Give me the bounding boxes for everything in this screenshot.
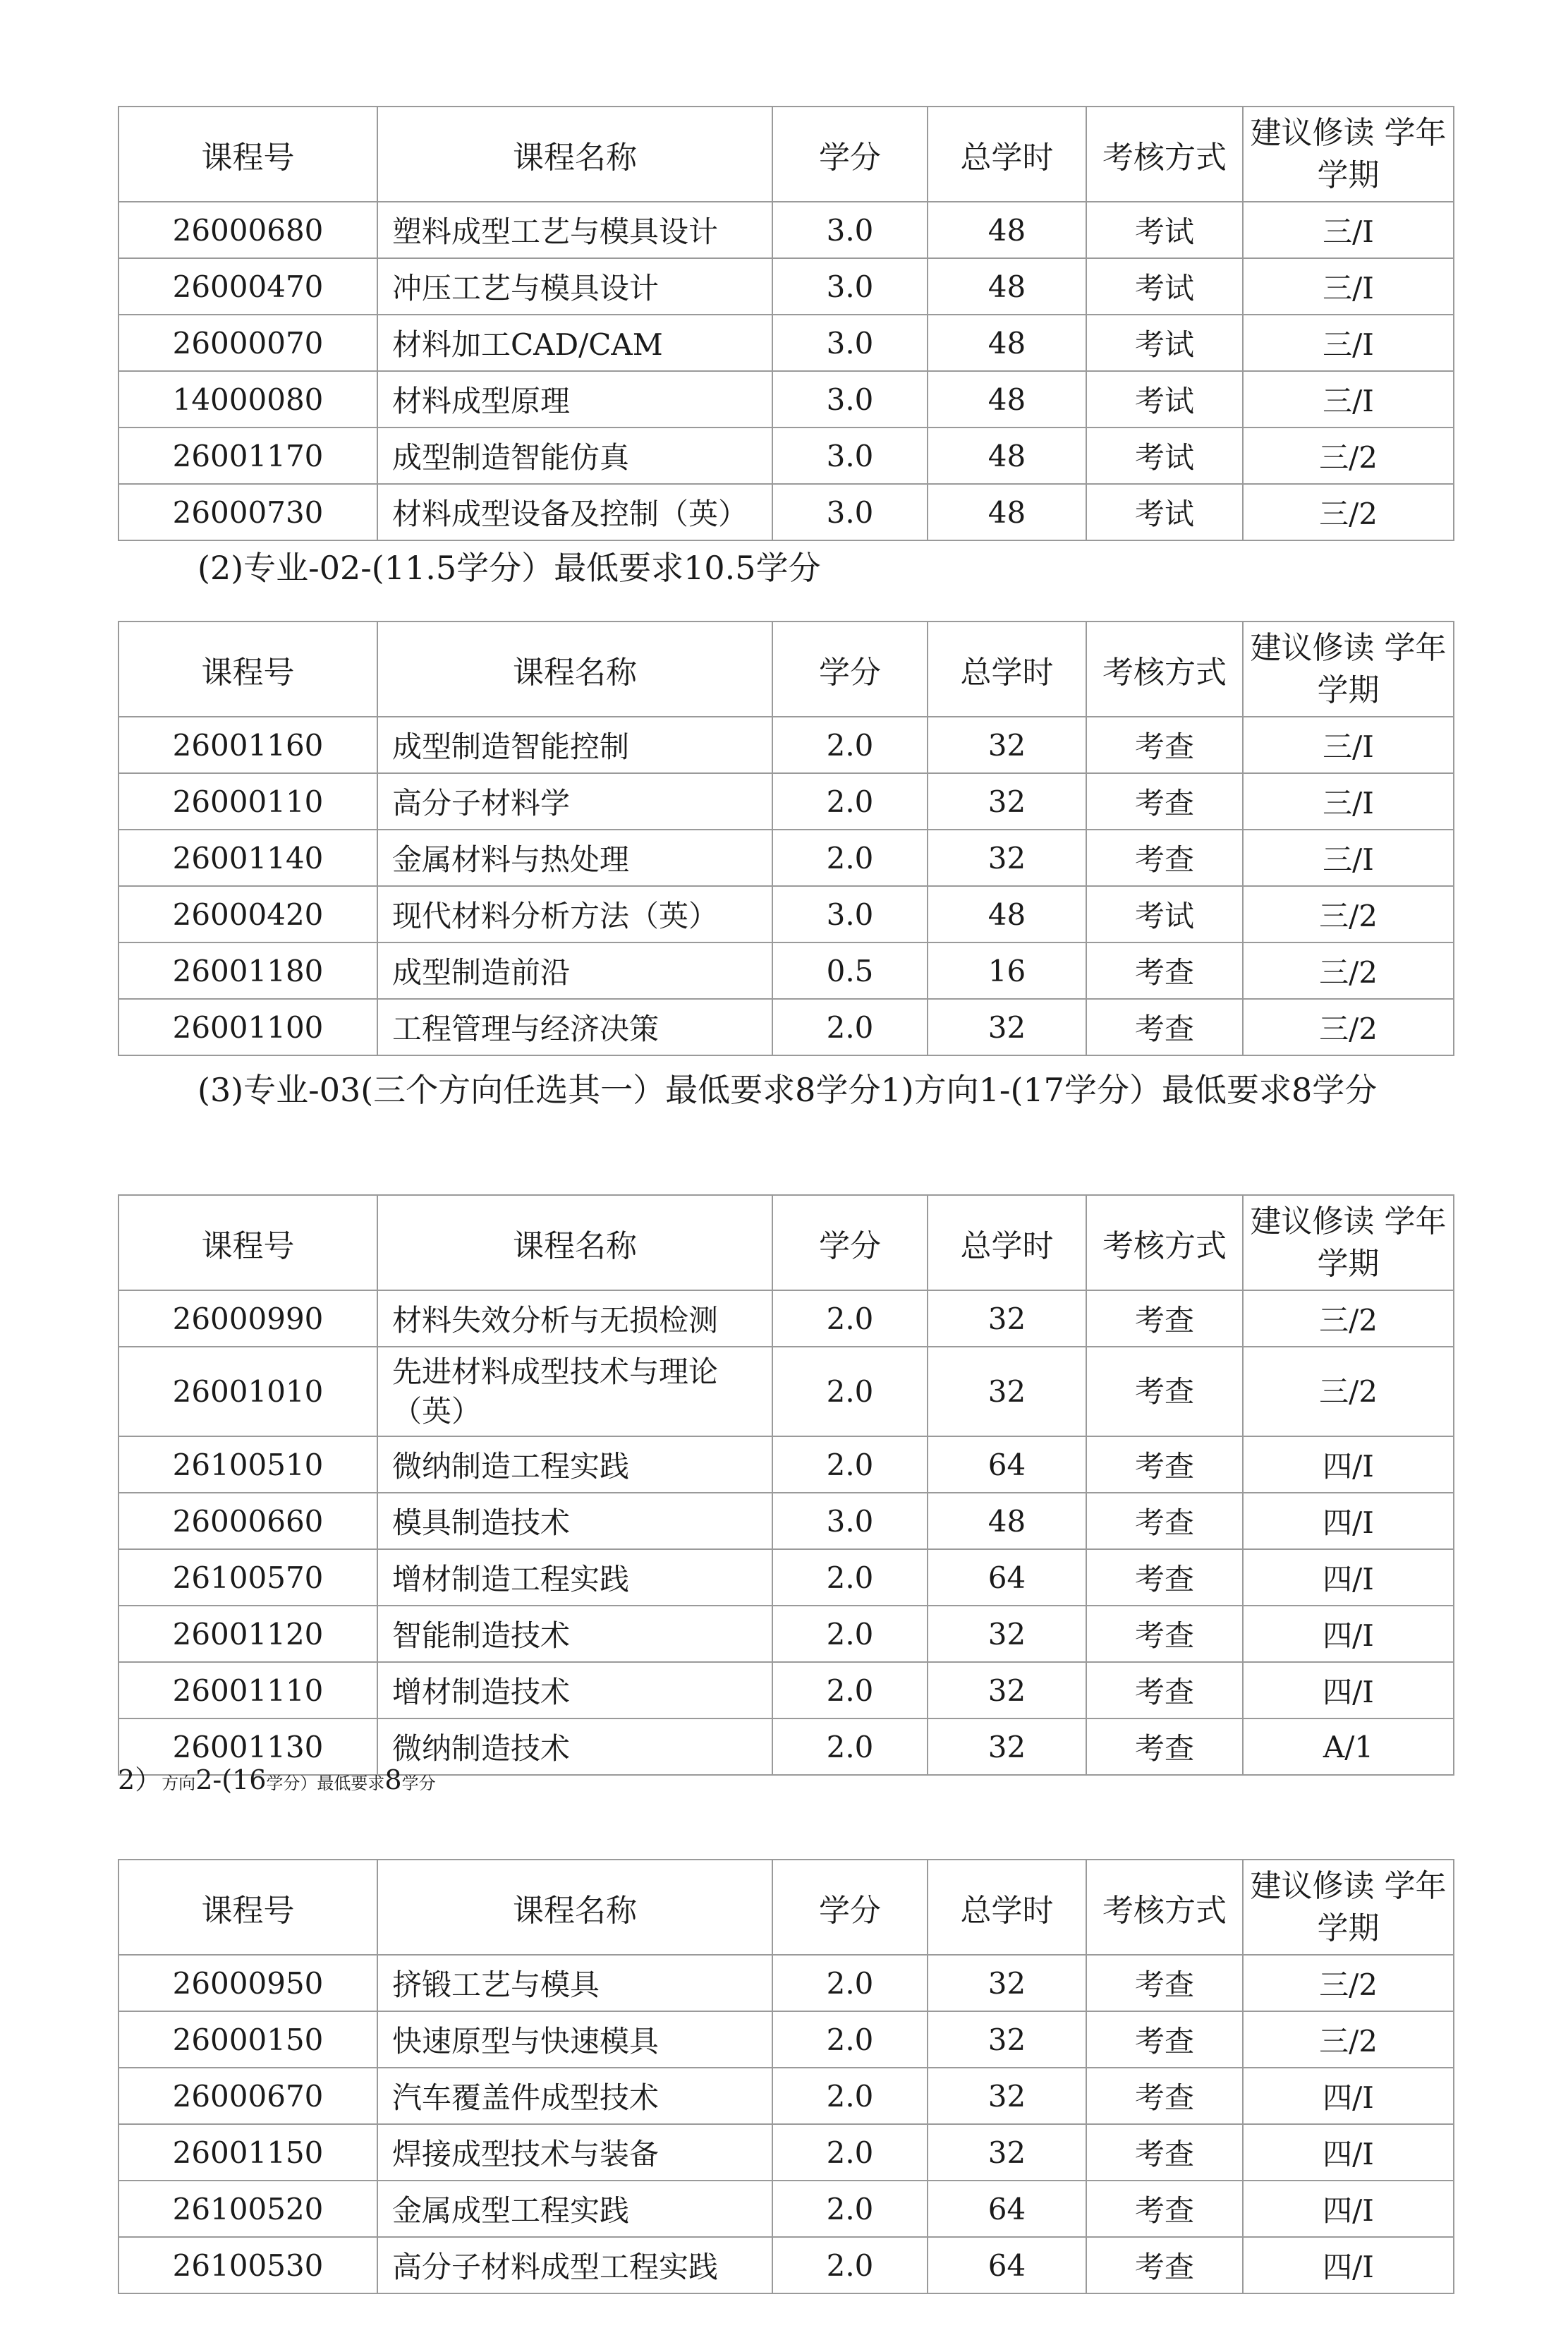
cell-credit: 2.0 — [772, 1290, 928, 1347]
table-row — [118, 1606, 1454, 1662]
table-row — [118, 202, 1454, 258]
cell-credit: 2.0 — [772, 2011, 928, 2068]
cell-term: 四/I — [1243, 1436, 1454, 1493]
cell-course-name: 工程管理与经济决策 — [377, 999, 772, 1055]
cell-course-name: 高分子材料学 — [377, 773, 772, 830]
table-row — [118, 2068, 1454, 2124]
cell-course-no: 26000950 — [118, 1955, 377, 2011]
cell-course-name: 汽车覆盖件成型技术 — [377, 2068, 772, 2124]
cell-course-no: 26000730 — [118, 484, 377, 540]
cell-exam-type: 考查 — [1086, 2011, 1243, 2068]
cell-exam-type: 考试 — [1086, 428, 1243, 484]
cell-credit: 2.0 — [772, 2068, 928, 2124]
cell-term: 四/I — [1243, 2237, 1454, 2293]
cell-credit: 2.0 — [772, 2237, 928, 2293]
note4-part6: 学分 — [401, 1774, 436, 1793]
cell-exam-type: 考查 — [1086, 717, 1243, 773]
table-header-row — [118, 622, 1454, 717]
cell-exam-type: 考查 — [1086, 1606, 1243, 1662]
cell-course-no: 26001140 — [118, 830, 377, 886]
cell-credit: 3.0 — [772, 484, 928, 540]
table-row — [118, 886, 1454, 942]
cell-credit: 3.0 — [772, 428, 928, 484]
table-row — [118, 942, 1454, 999]
cell-course-no: 26000660 — [118, 1493, 377, 1549]
table-row — [118, 1436, 1454, 1493]
header-exam-type: 考核方式 — [1086, 1195, 1243, 1290]
cell-exam-type: 考查 — [1086, 2124, 1243, 2181]
header-exam-type: 考核方式 — [1086, 107, 1243, 202]
cell-exam-type: 考试 — [1086, 484, 1243, 540]
header-credit: 学分 — [772, 107, 928, 202]
table-row — [118, 999, 1454, 1055]
cell-course-no: 14000080 — [118, 371, 377, 428]
header-course-name: 课程名称 — [377, 1195, 772, 1290]
table-header-row — [118, 1195, 1454, 1290]
course-table-2 — [118, 621, 1454, 1056]
cell-course-no: 26001150 — [118, 2124, 377, 2181]
cell-course-no: 26000680 — [118, 202, 377, 258]
cell-exam-type: 考查 — [1086, 1347, 1243, 1436]
cell-hours: 64 — [928, 2237, 1086, 2293]
table-header-row — [118, 107, 1454, 202]
cell-credit: 2.0 — [772, 717, 928, 773]
cell-hours: 32 — [928, 2011, 1086, 2068]
cell-exam-type: 考试 — [1086, 315, 1243, 371]
cell-course-name: 成型制造前沿 — [377, 942, 772, 999]
cell-term: 三/2 — [1243, 1955, 1454, 2011]
table-row — [118, 2124, 1454, 2181]
table-row — [118, 717, 1454, 773]
cell-course-no: 26000990 — [118, 1290, 377, 1347]
header-credit: 学分 — [772, 622, 928, 717]
header-course-name: 课程名称 — [377, 1860, 772, 1955]
cell-course-no: 26100530 — [118, 2237, 377, 2293]
cell-course-name: 增材制造工程实践 — [377, 1549, 772, 1606]
cell-hours: 32 — [928, 1955, 1086, 2011]
table-row — [118, 2181, 1454, 2237]
cell-course-name: 智能制造技术 — [377, 1606, 772, 1662]
section-note-4 — [118, 1758, 436, 1797]
cell-hours: 32 — [928, 1606, 1086, 1662]
cell-term: 三/I — [1243, 717, 1454, 773]
cell-term: 四/I — [1243, 1493, 1454, 1549]
cell-course-name: 先进材料成型技术与理论（英） — [377, 1347, 772, 1436]
cell-hours: 48 — [928, 258, 1086, 315]
cell-course-name: 焊接成型技术与装备 — [377, 2124, 772, 2181]
table-row — [118, 1549, 1454, 1606]
cell-term: 三/I — [1243, 371, 1454, 428]
cell-term: 三/2 — [1243, 942, 1454, 999]
note4-part4: 学分）最低要求 — [266, 1774, 385, 1793]
cell-term: A/1 — [1243, 1718, 1454, 1775]
cell-term: 四/I — [1243, 2068, 1454, 2124]
header-suggested-term: 建议修读 学年学期 — [1243, 1860, 1454, 1955]
cell-hours: 64 — [928, 2181, 1086, 2237]
cell-hours: 16 — [928, 942, 1086, 999]
cell-credit: 2.0 — [772, 1606, 928, 1662]
cell-hours: 48 — [928, 1493, 1086, 1549]
cell-course-no: 26001160 — [118, 717, 377, 773]
cell-hours: 48 — [928, 202, 1086, 258]
cell-course-name: 高分子材料成型工程实践 — [377, 2237, 772, 2293]
cell-course-no: 26000150 — [118, 2011, 377, 2068]
cell-term: 三/2 — [1243, 999, 1454, 1055]
cell-course-name: 挤锻工艺与模具 — [377, 1955, 772, 2011]
cell-credit: 2.0 — [772, 1955, 928, 2011]
cell-credit: 3.0 — [772, 1493, 928, 1549]
note4-part2: 方向 — [162, 1774, 196, 1793]
cell-course-no: 26000670 — [118, 2068, 377, 2124]
cell-term: 三/I — [1243, 315, 1454, 371]
cell-exam-type: 考查 — [1086, 1493, 1243, 1549]
cell-exam-type: 考试 — [1086, 202, 1243, 258]
cell-credit: 3.0 — [772, 258, 928, 315]
table-row — [118, 315, 1454, 371]
table-row — [118, 1493, 1454, 1549]
cell-term: 三/I — [1243, 258, 1454, 315]
table-row — [118, 2011, 1454, 2068]
cell-term: 四/I — [1243, 2181, 1454, 2237]
header-course-name: 课程名称 — [377, 107, 772, 202]
header-suggested-term: 建议修读 学年学期 — [1243, 107, 1454, 202]
cell-hours: 32 — [928, 717, 1086, 773]
cell-hours: 32 — [928, 999, 1086, 1055]
cell-exam-type: 考试 — [1086, 886, 1243, 942]
cell-credit: 2.0 — [772, 1662, 928, 1718]
cell-exam-type: 考查 — [1086, 1549, 1243, 1606]
cell-hours: 48 — [928, 371, 1086, 428]
table-row — [118, 773, 1454, 830]
cell-hours: 32 — [928, 2068, 1086, 2124]
cell-course-no: 26100510 — [118, 1436, 377, 1493]
header-credit: 学分 — [772, 1860, 928, 1955]
cell-hours: 32 — [928, 1290, 1086, 1347]
cell-course-no: 26000110 — [118, 773, 377, 830]
cell-course-name: 金属材料与热处理 — [377, 830, 772, 886]
cell-credit: 2.0 — [772, 773, 928, 830]
header-course-name: 课程名称 — [377, 622, 772, 717]
table-row — [118, 484, 1454, 540]
cell-credit: 2.0 — [772, 1718, 928, 1775]
cell-hours: 32 — [928, 1718, 1086, 1775]
cell-credit: 2.0 — [772, 1436, 928, 1493]
header-suggested-term: 建议修读 学年学期 — [1243, 622, 1454, 717]
cell-course-name: 模具制造技术 — [377, 1493, 772, 1549]
cell-exam-type: 考查 — [1086, 1718, 1243, 1775]
cell-credit: 2.0 — [772, 999, 928, 1055]
table-header-row — [118, 1860, 1454, 1955]
cell-exam-type: 考查 — [1086, 2068, 1243, 2124]
course-table-3 — [118, 1194, 1454, 1776]
cell-course-name: 材料加工CAD/CAM — [377, 315, 772, 371]
cell-term: 三/2 — [1243, 2011, 1454, 2068]
note4-part1: 2） — [118, 1764, 162, 1795]
section-note-3: (3)专业-03(三个方向任选其一）最低要求8学分1)方向1-(17学分）最低要求8学分 — [197, 1071, 1378, 1109]
header-suggested-term: 建议修读 学年学期 — [1243, 1195, 1454, 1290]
table-row — [118, 428, 1454, 484]
cell-term: 四/I — [1243, 2124, 1454, 2181]
cell-course-no: 26000420 — [118, 886, 377, 942]
header-course-no: 课程号 — [118, 622, 377, 717]
header-credit: 学分 — [772, 1195, 928, 1290]
cell-term: 四/I — [1243, 1606, 1454, 1662]
table-row — [118, 258, 1454, 315]
cell-hours: 32 — [928, 2124, 1086, 2181]
cell-exam-type: 考查 — [1086, 2237, 1243, 2293]
cell-course-name: 材料成型设备及控制（英） — [377, 484, 772, 540]
cell-course-name: 微纳制造技术 — [377, 1718, 772, 1775]
cell-exam-type: 考查 — [1086, 1955, 1243, 2011]
cell-term: 四/I — [1243, 1662, 1454, 1718]
header-hours: 总学时 — [928, 1860, 1086, 1955]
cell-exam-type: 考查 — [1086, 773, 1243, 830]
cell-course-name: 金属成型工程实践 — [377, 2181, 772, 2237]
table-row — [118, 2237, 1454, 2293]
cell-exam-type: 考查 — [1086, 1662, 1243, 1718]
cell-exam-type: 考试 — [1086, 371, 1243, 428]
cell-course-name: 增材制造技术 — [377, 1662, 772, 1718]
cell-course-name: 现代材料分析方法（英） — [377, 886, 772, 942]
section-note-2: (2)专业-02-(11.5学分）最低要求10.5学分 — [197, 549, 821, 587]
cell-course-name: 微纳制造工程实践 — [377, 1436, 772, 1493]
cell-term: 三/I — [1243, 773, 1454, 830]
cell-credit: 3.0 — [772, 371, 928, 428]
cell-hours: 32 — [928, 773, 1086, 830]
cell-course-no: 26100570 — [118, 1549, 377, 1606]
cell-hours: 32 — [928, 830, 1086, 886]
cell-course-name: 成型制造智能仿真 — [377, 428, 772, 484]
cell-term: 三/2 — [1243, 428, 1454, 484]
cell-course-name: 快速原型与快速模具 — [377, 2011, 772, 2068]
cell-credit: 0.5 — [772, 942, 928, 999]
header-course-no: 课程号 — [118, 1195, 377, 1290]
cell-course-no: 26001180 — [118, 942, 377, 999]
cell-hours: 48 — [928, 315, 1086, 371]
cell-credit: 2.0 — [772, 1549, 928, 1606]
cell-course-name: 塑料成型工艺与模具设计 — [377, 202, 772, 258]
cell-credit: 2.0 — [772, 830, 928, 886]
cell-exam-type: 考查 — [1086, 999, 1243, 1055]
cell-course-name: 材料失效分析与无损检测 — [377, 1290, 772, 1347]
cell-exam-type: 考查 — [1086, 1290, 1243, 1347]
cell-hours: 48 — [928, 886, 1086, 942]
header-exam-type: 考核方式 — [1086, 1860, 1243, 1955]
cell-term: 三/2 — [1243, 1347, 1454, 1436]
cell-term: 三/I — [1243, 830, 1454, 886]
cell-course-no: 26000470 — [118, 258, 377, 315]
cell-course-no: 26000070 — [118, 315, 377, 371]
cell-course-no: 26001100 — [118, 999, 377, 1055]
cell-course-name: 材料成型原理 — [377, 371, 772, 428]
cell-hours: 48 — [928, 484, 1086, 540]
cell-exam-type: 考查 — [1086, 1436, 1243, 1493]
note4-part5: 8 — [384, 1764, 402, 1795]
header-course-no: 课程号 — [118, 1860, 377, 1955]
course-table-4 — [118, 1859, 1454, 2294]
header-course-no: 课程号 — [118, 107, 377, 202]
cell-exam-type: 考查 — [1086, 830, 1243, 886]
cell-course-no: 26100520 — [118, 2181, 377, 2237]
cell-hours: 64 — [928, 1549, 1086, 1606]
header-hours: 总学时 — [928, 622, 1086, 717]
cell-hours: 32 — [928, 1347, 1086, 1436]
header-exam-type: 考核方式 — [1086, 622, 1243, 717]
cell-course-no: 26001010 — [118, 1347, 377, 1436]
cell-course-no: 26001120 — [118, 1606, 377, 1662]
cell-credit: 2.0 — [772, 2181, 928, 2237]
header-hours: 总学时 — [928, 107, 1086, 202]
table-row — [118, 1290, 1454, 1347]
table-row — [118, 1347, 1454, 1436]
cell-term: 三/2 — [1243, 1290, 1454, 1347]
cell-course-no: 26001170 — [118, 428, 377, 484]
cell-credit: 3.0 — [772, 315, 928, 371]
header-hours: 总学时 — [928, 1195, 1086, 1290]
cell-exam-type: 考查 — [1086, 2181, 1243, 2237]
cell-course-name: 成型制造智能控制 — [377, 717, 772, 773]
cell-course-no: 26001110 — [118, 1662, 377, 1718]
cell-term: 三/I — [1243, 202, 1454, 258]
cell-credit: 2.0 — [772, 1347, 928, 1436]
cell-term: 三/2 — [1243, 484, 1454, 540]
cell-credit: 3.0 — [772, 886, 928, 942]
table-row — [118, 1955, 1454, 2011]
table-row — [118, 1662, 1454, 1718]
cell-exam-type: 考查 — [1086, 942, 1243, 999]
note4-part3: 2-(16 — [195, 1764, 267, 1795]
cell-term: 三/2 — [1243, 886, 1454, 942]
table-row — [118, 830, 1454, 886]
cell-credit: 3.0 — [772, 202, 928, 258]
cell-term: 四/I — [1243, 1549, 1454, 1606]
cell-exam-type: 考试 — [1086, 258, 1243, 315]
cell-hours: 32 — [928, 1662, 1086, 1718]
course-table-1 — [118, 106, 1454, 541]
cell-hours: 48 — [928, 428, 1086, 484]
cell-course-name: 冲压工艺与模具设计 — [377, 258, 772, 315]
cell-credit: 2.0 — [772, 2124, 928, 2181]
cell-course-no: 26001130 — [118, 1718, 377, 1775]
table-row — [118, 371, 1454, 428]
cell-hours: 64 — [928, 1436, 1086, 1493]
